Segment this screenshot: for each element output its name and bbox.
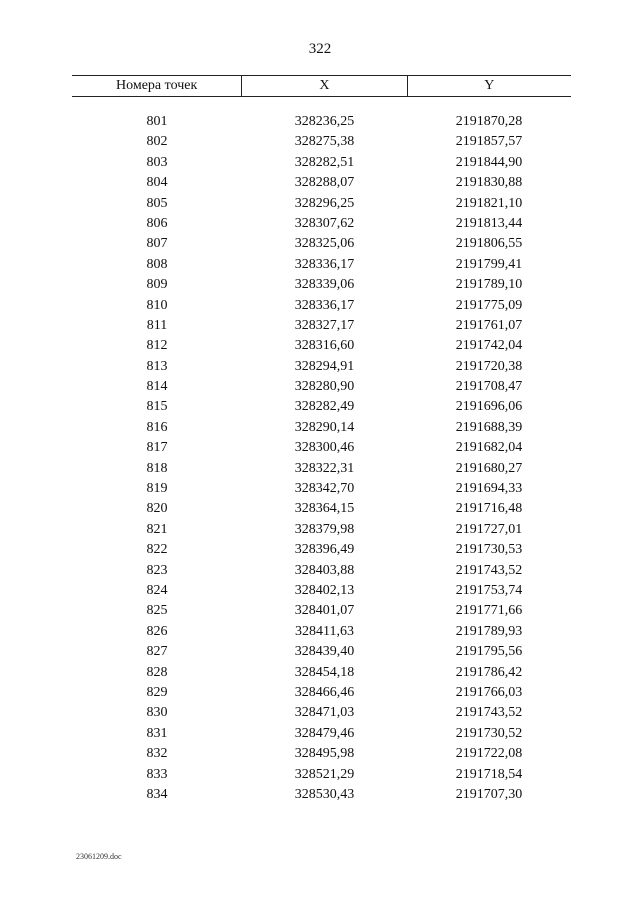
x-coordinate-cell: 328307,62 xyxy=(294,215,355,231)
x-coordinate-cell: 328316,60 xyxy=(294,338,355,354)
y-coordinate-cell: 2191786,42 xyxy=(455,664,523,680)
x-coordinate-cell: 328282,49 xyxy=(294,399,355,415)
x-coordinate-cell: 328325,06 xyxy=(294,236,355,252)
table-row xyxy=(72,438,571,458)
table-row xyxy=(72,479,571,499)
point-number-cell: 833 xyxy=(146,766,168,782)
point-number-cell: 825 xyxy=(146,603,168,619)
table-row xyxy=(72,561,571,581)
table-row xyxy=(72,316,571,336)
y-coordinate-cell: 2191708,47 xyxy=(455,379,523,395)
table-row xyxy=(72,112,571,132)
table-row xyxy=(72,234,571,254)
point-number-cell: 814 xyxy=(146,379,168,395)
point-number-cell: 804 xyxy=(146,175,168,191)
footer-doc-name: 23061209.doc xyxy=(76,852,122,861)
point-number-cell: 802 xyxy=(146,134,168,150)
point-number-cell: 832 xyxy=(146,746,168,762)
header-y: Y xyxy=(484,78,495,93)
table-row xyxy=(72,785,571,805)
x-coordinate-cell: 328236,25 xyxy=(294,114,355,129)
x-coordinate-cell: 328379,98 xyxy=(294,521,355,537)
point-number-cell: 831 xyxy=(146,725,168,741)
point-number-cell: 821 xyxy=(146,521,168,537)
point-number-cell: 830 xyxy=(146,705,168,721)
x-coordinate-cell: 328495,98 xyxy=(294,746,355,762)
point-number-cell: 803 xyxy=(146,154,168,170)
point-number-cell: 834 xyxy=(146,786,168,802)
table-header xyxy=(72,75,571,97)
table-row xyxy=(72,296,571,316)
point-number-cell: 818 xyxy=(146,460,168,476)
x-coordinate-cell: 328342,70 xyxy=(294,481,355,497)
table-row xyxy=(72,765,571,785)
point-number-cell: 819 xyxy=(146,481,168,497)
table-row xyxy=(72,499,571,519)
y-coordinate-cell: 2191716,48 xyxy=(455,501,523,517)
table-row xyxy=(72,601,571,621)
y-coordinate-cell: 2191730,53 xyxy=(455,542,523,558)
x-coordinate-cell: 328296,25 xyxy=(294,195,355,211)
y-coordinate-cell: 2191789,10 xyxy=(455,277,523,293)
table-row xyxy=(72,173,571,193)
x-coordinate-cell: 328339,06 xyxy=(294,277,355,293)
y-coordinate-cell: 2191694,33 xyxy=(455,481,523,497)
table-row xyxy=(72,642,571,662)
y-coordinate-cell: 2191775,09 xyxy=(455,297,523,313)
table-row xyxy=(72,622,571,642)
table-row xyxy=(72,336,571,356)
x-coordinate-cell: 328322,31 xyxy=(294,460,355,476)
point-number-cell: 824 xyxy=(146,582,168,598)
point-number-cell: 823 xyxy=(146,562,168,578)
x-coordinate-cell: 328294,91 xyxy=(294,358,355,374)
point-number-cell: 806 xyxy=(146,215,168,231)
point-number-cell: 810 xyxy=(146,297,168,313)
point-number-cell: 811 xyxy=(146,317,168,333)
point-number-cell: 807 xyxy=(146,236,168,252)
x-coordinate-cell: 328364,15 xyxy=(294,501,355,517)
point-number-cell: 820 xyxy=(146,501,168,517)
x-coordinate-cell: 328327,17 xyxy=(294,317,355,333)
header-x: X xyxy=(242,76,407,96)
point-number-cell: 801 xyxy=(146,114,168,129)
y-coordinate-cell: 2191830,88 xyxy=(455,175,523,191)
y-coordinate-cell: 2191727,01 xyxy=(455,521,523,537)
y-coordinate-cell: 2191718,54 xyxy=(455,766,523,782)
point-number-cell: 827 xyxy=(146,644,168,660)
table-row xyxy=(72,132,571,152)
table-row xyxy=(72,663,571,683)
x-coordinate-cell: 328402,13 xyxy=(294,582,355,598)
y-coordinate-cell: 2191795,56 xyxy=(455,644,523,660)
y-coordinate-cell: 2191771,66 xyxy=(455,603,523,619)
table-row xyxy=(72,520,571,540)
point-number-cell: 816 xyxy=(146,419,168,435)
point-number-cell: 826 xyxy=(146,623,168,639)
y-coordinate-cell: 2191844,90 xyxy=(455,154,523,170)
x-coordinate-cell: 328479,46 xyxy=(294,725,355,741)
x-coordinate-cell: 328401,07 xyxy=(294,603,355,619)
table-body xyxy=(72,112,571,805)
y-coordinate-cell: 2191743,52 xyxy=(455,562,523,578)
y-coordinate-cell: 2191682,04 xyxy=(455,440,523,456)
table-row xyxy=(72,724,571,744)
y-coordinate-cell: 2191720,38 xyxy=(455,358,523,374)
x-coordinate-cell: 328396,49 xyxy=(294,542,355,558)
table-row xyxy=(72,275,571,295)
x-coordinate-cell: 328300,46 xyxy=(294,440,355,456)
y-coordinate-cell: 2191789,93 xyxy=(455,623,523,639)
y-coordinate-cell: 2191821,10 xyxy=(455,195,523,211)
x-coordinate-cell: 328280,90 xyxy=(294,379,355,395)
y-coordinate-cell: 2191722,08 xyxy=(455,746,523,762)
x-coordinate-cell: 328454,18 xyxy=(294,664,355,680)
point-number-cell: 828 xyxy=(146,664,168,680)
y-coordinate-cell: 2191813,44 xyxy=(455,215,523,231)
table-row xyxy=(72,703,571,723)
x-coordinate-cell: 328282,51 xyxy=(294,154,355,170)
coordinates-table xyxy=(72,75,571,805)
point-number-cell: 813 xyxy=(146,358,168,374)
x-coordinate-cell: 328530,43 xyxy=(294,786,355,802)
table-row xyxy=(72,377,571,397)
table-row xyxy=(72,255,571,275)
table-row xyxy=(72,683,571,703)
x-coordinate-cell: 328336,17 xyxy=(294,256,355,272)
table-row xyxy=(72,418,571,438)
table-row xyxy=(72,744,571,764)
x-coordinate-cell: 328290,14 xyxy=(294,419,355,435)
table-row xyxy=(72,459,571,479)
point-number-cell: 809 xyxy=(146,277,168,293)
table-row xyxy=(72,357,571,377)
table-row xyxy=(72,153,571,173)
table-row xyxy=(72,540,571,560)
y-coordinate-cell: 2191870,28 xyxy=(455,114,523,129)
point-number-cell: 808 xyxy=(146,256,168,272)
page-number: 322 xyxy=(308,41,332,57)
point-number-cell: 817 xyxy=(146,440,168,456)
y-coordinate-cell: 2191761,07 xyxy=(455,317,523,333)
y-coordinate-cell: 2191680,27 xyxy=(455,460,523,476)
point-number-cell: 822 xyxy=(146,542,168,558)
header-point-numbers: Номера точек xyxy=(72,76,242,96)
y-coordinate-cell: 2191742,04 xyxy=(455,338,523,354)
x-coordinate-cell: 328466,46 xyxy=(294,684,355,700)
x-coordinate-cell: 328411,63 xyxy=(295,623,354,639)
y-coordinate-cell: 2191753,74 xyxy=(455,582,523,598)
x-coordinate-cell: 328439,40 xyxy=(294,644,355,660)
point-number-cell: 815 xyxy=(146,399,168,415)
x-coordinate-cell: 328471,03 xyxy=(294,705,355,721)
y-coordinate-cell: 2191707,30 xyxy=(455,786,523,802)
x-coordinate-cell: 328521,29 xyxy=(294,766,355,782)
point-number-cell: 805 xyxy=(146,195,168,211)
y-coordinate-cell: 2191688,39 xyxy=(455,419,523,435)
table-row xyxy=(72,581,571,601)
point-number-cell: 829 xyxy=(146,684,168,700)
y-coordinate-cell: 2191806,55 xyxy=(455,236,523,252)
table-row xyxy=(72,397,571,417)
y-coordinate-cell: 2191743,52 xyxy=(455,705,523,721)
x-coordinate-cell: 328275,38 xyxy=(294,134,355,150)
y-coordinate-cell: 2191857,57 xyxy=(455,134,523,150)
y-coordinate-cell: 2191730,52 xyxy=(455,725,523,741)
y-coordinate-cell: 2191696,06 xyxy=(455,399,523,415)
y-coordinate-cell: 2191766,03 xyxy=(455,684,523,700)
table-row xyxy=(72,194,571,214)
point-number-cell: 812 xyxy=(146,338,168,354)
x-coordinate-cell: 328288,07 xyxy=(294,175,355,191)
table-row xyxy=(72,214,571,234)
x-coordinate-cell: 328403,88 xyxy=(294,562,355,578)
y-coordinate-cell: 2191799,41 xyxy=(455,256,523,272)
x-coordinate-cell: 328336,17 xyxy=(294,297,355,313)
